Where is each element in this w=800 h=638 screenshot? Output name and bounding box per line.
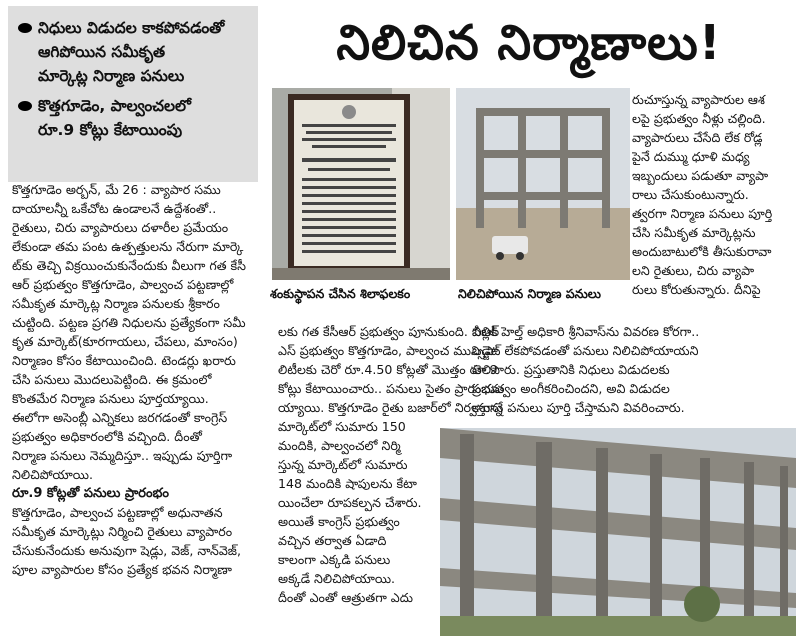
text-line: నిర్మాణ పనులు నెమ్మదిస్తూ.. ఇప్పుడు పూర్తిగా [12, 448, 233, 463]
text-line: కొత్తగూడెం, పాల్వంచ పట్టణాల్లో అధునాతన [12, 505, 223, 520]
text-line: రాలు చేసుకుంటున్నారు. [632, 187, 749, 202]
subheading: రూ.9 కోట్లతో పనులు ప్రారంభం [12, 486, 169, 501]
text-line: కృత మార్కెట్(కూరగాయలు, చేపలు, మాంసం) [12, 334, 238, 349]
text-line: చేసుకునేందుకు అనువుగా షెడ్లు, వెజ్, నాన్‌వెజ్, [12, 543, 242, 558]
text-line: కాగానే పనులు పూర్తి చేస్తామని వివరించారు. [472, 400, 685, 415]
text-line: కొత్తగూడెం అర్బన్, మే 26 : వ్యాపార సము [12, 182, 221, 197]
bullet-icon [18, 101, 32, 111]
text-line: రైతులు, చిరు వ్యాపారులు దళారీల ప్రమేయం [12, 220, 229, 235]
text-line: రులు కోరుతున్నారు. దీనిపై [632, 282, 761, 297]
large-building-photo [440, 428, 796, 636]
highlight-item [18, 94, 250, 142]
highlight-line: కొత్తగూడెం, పాల్వంచలలో [38, 97, 191, 115]
article-column-middle [278, 322, 505, 607]
text-line: ఎస్ ప్రభుత్వం కొత్తగూడెం, పాల్వంచ మున్సిపా [278, 343, 498, 358]
building-caption: నిలిచిపోయిన నిర్మాణ పనులు [458, 286, 601, 301]
text-line: చేసి పనులు మొదలుపెట్టింది. ఈ క్రమంలో [12, 372, 212, 387]
text-line: పూల వ్యాపారుల కోసం ప్రత్యేక భవన నిర్మాణా [12, 562, 232, 577]
highlight-item [18, 16, 250, 88]
text-line: దాయాలన్నీ ఒకేచోట ఉండాలనే ఉద్దేశంతో.. [12, 201, 217, 216]
text-line: ఆర్ ప్రభుత్వం కొత్తగూడెం, పాల్వంచ పట్టణాల్లో [12, 277, 234, 292]
text-line: యించేలా రూపకల్పన చేశారు. [278, 495, 422, 510]
article-column-right-lower [472, 322, 794, 417]
text-line: పబ్లిక్ హెల్త్ అధికారి శ్రీనివాస్‌ను వివరణ కోరగా.. [472, 324, 700, 339]
text-line: లని రైతులు, చిరు వ్యాపా [632, 263, 755, 278]
text-line: అక్కడే నిలిచిపోయాయి. [278, 571, 396, 586]
text-line: బడ్జెట్ లేకపోవడంతో పనులు నిలిచిపోయాయని [472, 343, 699, 358]
text-line: ఇబ్బందులు పడుతూ వ్యాపా [632, 168, 769, 183]
text-line: మందికి, పాల్వంచలో నిర్మి [278, 438, 401, 453]
highlight-line: మార్కెట్ల నిర్మాణ పనులు [38, 67, 185, 85]
article-column-left [12, 180, 262, 579]
text-line: ప్రభుత్వం అధికారంలోకి వచ్చింది. దీంతో [12, 429, 202, 444]
text-line: సమీకృత మార్కెట్లు నిర్మించి రైతులు వ్యాపారం [12, 524, 233, 539]
text-line: మార్కెట్‌లో సుమారు 150 [278, 419, 406, 434]
headline: నిలిచిన నిర్మాణాలు! [336, 15, 722, 71]
highlight-line: నిధులు విడుదల కాకపోవడంతో [38, 19, 225, 37]
text-line: అయితే కాంగ్రెస్ ప్రభుత్వం [278, 514, 400, 529]
highlight-line: రూ.9 కోట్లు కేటాయింపు [38, 121, 183, 139]
text-line: లకు గత కేసీఆర్ ప్రభుత్వం పూనుకుంది. బీఆర్ [278, 324, 500, 339]
text-line: స్తున్న మార్కెట్‌లో సుమారు [278, 457, 408, 472]
text-line: వచ్చిన తర్వాత ఏడాది [278, 533, 387, 548]
text-line: కాలంగా ఎక్కడి పనులు [278, 552, 391, 567]
highlight-line: ఆగిపోయిన సమీకృత [38, 43, 166, 61]
text-line: లపై ప్రభుత్వం నీళ్లు చల్లింది. [632, 111, 766, 126]
text-line: అందుబాటులోకి తీసుకురావా [632, 244, 772, 259]
highlights-box [8, 6, 258, 182]
text-line: లిటీలకు చెరో రూ.4.50 కోట్లతో మొత్తం రూ.9 [278, 362, 498, 377]
text-line: య్యాయి. కొత్తగూడెం రైతు బజార్‌లో నిర్వస్తున్న [278, 400, 503, 415]
text-line: ఈలోగా అసెంబ్లీ ఎన్నికలు జరగడంతో కాంగ్రెస్ [12, 410, 228, 425]
text-line: లేకుండా తమ పంట ఉత్పత్తులను నేరుగా మార్కె [12, 239, 244, 254]
text-line: ట్‌కు తెచ్చి విక్రయించుకునేందుకు వీలుగా గత కేసీ [12, 258, 246, 273]
text-line: దీంతో ఎంతో ఆత్రుతగా ఎదు [278, 590, 414, 605]
text-line: పైనే దుమ్ము ధూళి మధ్య [632, 149, 750, 164]
article-column-right [632, 90, 794, 299]
text-line: నిలిచిపోయాయి. [12, 467, 93, 482]
text-line: త్వరగా నిర్మాణ పనులు పూర్తి [632, 206, 773, 221]
text-line: కొంతమేర నిర్మాణ పనులు పూర్తయ్యాయి. [12, 391, 209, 406]
text-line: కోట్లు కేటాయించారు.. పనులు సైతం ప్రారంభమ [278, 381, 505, 396]
text-line: 148 మందికి షాపులను కేటా [278, 476, 417, 491]
stalled-building-photo [456, 88, 630, 280]
foundation-plaque-photo [272, 88, 450, 280]
text-line: నిర్మాణం కోసం కేటాయించింది. టెండర్లు ఖరారు [12, 353, 236, 368]
plaque-caption: శంకుస్థాపన చేసిన శిలాఫలకం [270, 286, 411, 301]
text-line: తెలిపారు. ప్రస్తుతానికి నిధులు విడుదలకు [472, 362, 670, 377]
bullet-icon [18, 23, 32, 33]
text-line: చుట్టింది. పట్టణ ప్రగతి నిధులను ప్రత్యేకంగా సమీ [12, 315, 246, 330]
text-line: రుచూస్తున్న వ్యాపారుల ఆశ [632, 92, 765, 107]
text-line: సమీకృత మార్కెట్ల నిర్మాణ పనులకు శ్రీకారం [12, 296, 220, 311]
text-line: ప్రభుత్వం అంగీకరించిందని, అవి విడుదల [472, 381, 670, 396]
text-line: వ్యాపారులు చేసేది లేక రోడ్ల [632, 130, 763, 145]
text-line: చేసి సమీకృత మార్కెట్లను [632, 225, 756, 240]
